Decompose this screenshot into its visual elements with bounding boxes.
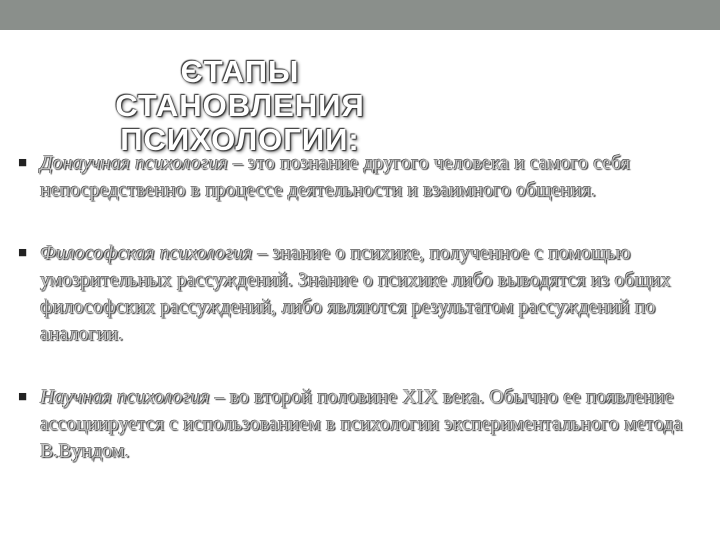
list-item-philosophical (18, 240, 698, 348)
title-line-3: ПСИХОЛОГИИ: (120, 122, 360, 157)
title-line-1: ЄТАПЫ (180, 54, 300, 89)
item-text: – во второй половине XIX века. Обычно ее появление ассоциируется с использованием в психологии экспериментального метода В.Вундом. (40, 386, 683, 462)
top-bar (0, 0, 720, 30)
title-line-2: СТАНОВЛЕНИЯ (115, 88, 365, 123)
square-bullet-icon: ■ (18, 155, 28, 171)
item-term: Научная психология (40, 386, 210, 408)
list-item-scientific (18, 384, 698, 465)
slide-title (60, 55, 420, 157)
bullet-list (18, 150, 698, 501)
square-bullet-icon: ■ (18, 389, 28, 405)
item-text: – это познание другого человека и самого себя непосредственно в процессе деятельности и взаимного общения. (40, 152, 631, 201)
item-term: Донаучная психология (40, 152, 228, 174)
item-term: Философская психология (40, 242, 253, 264)
list-item-prescientific (18, 150, 698, 204)
item-text: – знание о психике, полученное с помощью умозрительных рассуждений. Знание о психике либо выводятся из общих философских рассуждений, либо являются результатом рассуждений по аналогии. (40, 242, 671, 345)
square-bullet-icon: ■ (18, 245, 28, 261)
